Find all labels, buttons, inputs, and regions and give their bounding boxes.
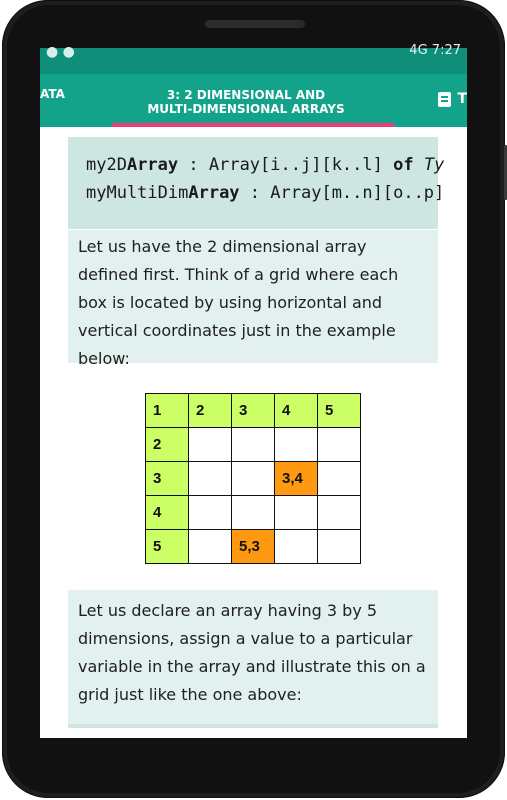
code-token: [i..j][k..l] (260, 155, 383, 175)
status-bar (40, 43, 467, 74)
code-line-2 (86, 183, 444, 203)
grid-cell (318, 530, 361, 564)
grid-cell (318, 428, 361, 462)
screen (40, 43, 467, 738)
grid-cell: 1 (146, 394, 189, 428)
tab-next-label: T (457, 91, 467, 107)
document-icon (438, 92, 451, 107)
grid-cell (189, 496, 232, 530)
network-label: 4G (409, 43, 428, 58)
paragraph-declare: Let us declare an array having 3 by 5 dimensions, assign a value to a particular variable in the array and illustrate this on a grid just like the one above: (68, 590, 438, 728)
grid-cell (275, 428, 318, 462)
grid-row (146, 394, 361, 428)
grid-cell: 4 (275, 394, 318, 428)
grid-cell (318, 462, 361, 496)
grid-cell (189, 530, 232, 564)
grid-row (146, 496, 361, 530)
tab-bar (40, 74, 467, 127)
code-line-1 (86, 155, 444, 175)
code-token: Array (270, 183, 322, 203)
grid-row (146, 530, 361, 564)
status-indicators (409, 43, 461, 58)
grid-cell: 5 (146, 530, 189, 564)
grid-cell: 4 (146, 496, 189, 530)
grid-cell (189, 462, 232, 496)
content-area[interactable] (40, 127, 467, 738)
code-token: Array (208, 155, 261, 175)
code-keyword: of (382, 155, 414, 175)
tab-previous[interactable]: ATA (40, 87, 65, 101)
code-keyword: Array (126, 155, 179, 175)
grid-cell (318, 496, 361, 530)
grid-row (146, 462, 361, 496)
grid-cell: 3 (146, 462, 189, 496)
grid-cell (232, 462, 275, 496)
code-token: myMultiDim (86, 183, 189, 203)
grid-row (146, 428, 361, 462)
notification-icons: ● ● (46, 44, 75, 60)
grid-cell: 3,4 (275, 462, 318, 496)
code-token: my2D (86, 155, 127, 175)
coordinate-grid (145, 393, 361, 564)
code-token: : (178, 155, 209, 175)
grid-cell: 5,3 (232, 530, 275, 564)
clock: 7:27 (431, 43, 461, 58)
grid-cell (232, 428, 275, 462)
grid-cell (275, 530, 318, 564)
code-block (68, 137, 445, 229)
code-token: Ty (413, 155, 445, 175)
code-token: [m..n][o..p] (321, 183, 445, 203)
tab-next[interactable] (438, 91, 467, 107)
grid-cell (275, 496, 318, 530)
earpiece-speaker (205, 20, 305, 28)
grid-cell: 2 (146, 428, 189, 462)
paragraph-intro: Let us have the 2 dimensional array defined first. Think of a grid where each box is located by using horizontal and vertical coordinates just in the example below: (68, 230, 438, 363)
grid-cell: 2 (189, 394, 232, 428)
grid-body (146, 394, 361, 564)
grid-cell (232, 496, 275, 530)
grid-cell (189, 428, 232, 462)
tab-active[interactable]: 3: 2 DIMENSIONAL AND MULTI-DIMENSIONAL ARRAYS (147, 88, 345, 116)
code-keyword: Array (188, 183, 240, 203)
code-token: : (239, 183, 271, 203)
grid-cell: 3 (232, 394, 275, 428)
grid-cell: 5 (318, 394, 361, 428)
